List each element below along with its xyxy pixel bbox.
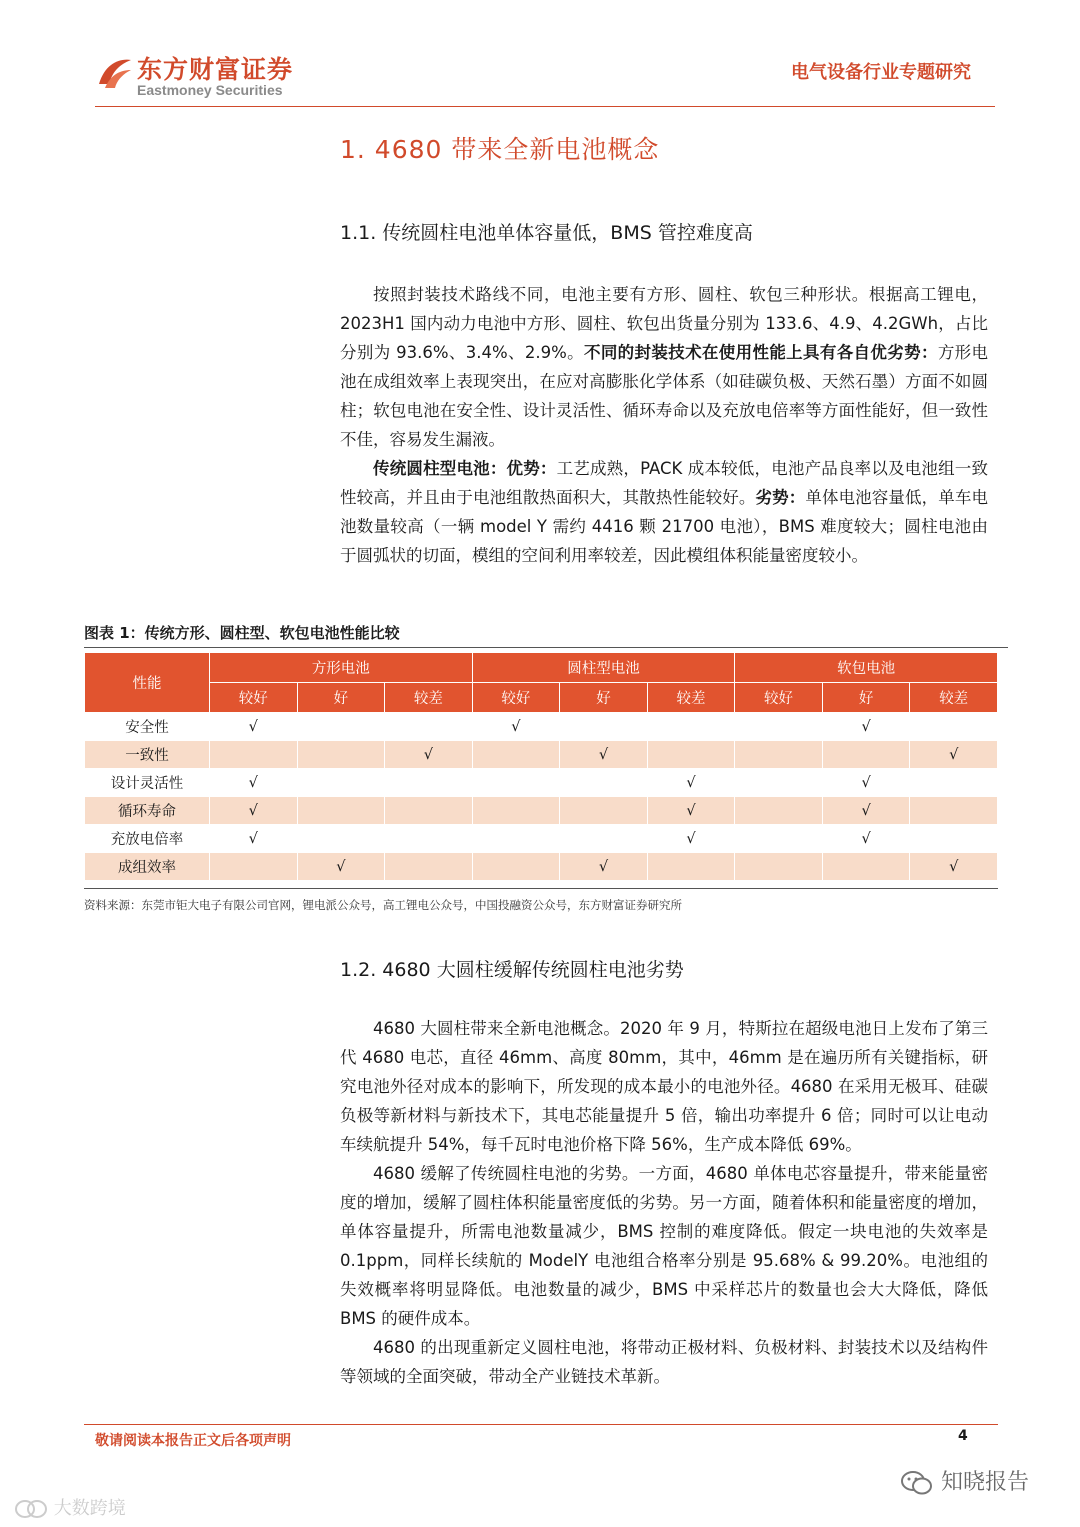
table-cell: √ — [210, 797, 298, 825]
table-row — [85, 797, 998, 825]
footer-divider — [84, 1424, 998, 1425]
table-cell: √ — [210, 769, 298, 797]
table-cell — [210, 741, 298, 769]
watermark-right — [900, 1465, 1029, 1497]
header-divider — [95, 106, 995, 107]
report-type: 电气设备行业专题研究 — [791, 62, 971, 83]
table-cell: √ — [385, 741, 473, 769]
text-run: 按照封装技术路线不同，电池主要有方形、圆柱、软包三种形状。根据高工锂电，2023H1 国内动力电池中方形、圆柱、软包出货量分别为 133.6、4.9、4.2GWh，占比分别为 93.6%、3.4%、2.9%。 — [340, 285, 988, 362]
table-cell — [822, 853, 910, 881]
logo-english-name: Eastmoney Securities — [137, 82, 283, 98]
table-cell: √ — [822, 769, 910, 797]
table-cell — [297, 825, 385, 853]
table-cell — [385, 797, 473, 825]
table-subheader: 较好 — [472, 683, 560, 713]
table-cell — [910, 769, 998, 797]
table-row — [85, 769, 998, 797]
page-header — [95, 48, 995, 108]
bold-text-run: 劣势： — [755, 488, 806, 507]
table-row-label: 循环寿命 — [85, 797, 210, 825]
table-row-label: 一致性 — [85, 741, 210, 769]
table-cell — [472, 769, 560, 797]
table-row-label: 安全性 — [85, 713, 210, 741]
table-cell — [560, 769, 648, 797]
table-cell: √ — [560, 741, 648, 769]
table-cell — [297, 797, 385, 825]
table-cell — [910, 797, 998, 825]
text-run: 单体电池容量低，单车电池数量较高（一辆 model Y 需约 4416 颗 21700 电池），BMS 难度较大；圆柱电池由于圆弧状的切面，模组的空间利用率较差，因此模组体积能量密度较小。 — [340, 488, 989, 565]
table-cell — [735, 825, 823, 853]
table-row — [85, 825, 998, 853]
table-cell — [910, 713, 998, 741]
table-header-group: 圆柱型电池 — [472, 653, 735, 683]
figure-source: 资料来源：东莞市钜大电子有限公司官网，锂电派公众号，高工锂电公众号，中国投融资公众号，东方财富证券研究所 — [84, 898, 682, 912]
table-row — [85, 741, 998, 769]
table-body — [85, 713, 998, 881]
table-cell: √ — [210, 713, 298, 741]
table-cell — [735, 853, 823, 881]
table-subheader: 好 — [560, 683, 648, 713]
table-subheader: 好 — [822, 683, 910, 713]
table-cell — [735, 713, 823, 741]
table-cell: √ — [910, 741, 998, 769]
table-cell — [647, 853, 735, 881]
table-cell: √ — [822, 825, 910, 853]
table-cell: √ — [647, 769, 735, 797]
figure-caption: 图表 1：传统方形、圆柱型、软包电池性能比较 — [84, 624, 400, 642]
watermark-left — [14, 1494, 126, 1520]
battery-performance-table — [84, 652, 998, 881]
watermark-right-text: 知晓报告 — [941, 1470, 1030, 1495]
table-subheader: 好 — [297, 683, 385, 713]
wechat-icon — [900, 1469, 934, 1497]
table-cell: √ — [647, 797, 735, 825]
table-row — [85, 713, 998, 741]
table-cell — [385, 769, 473, 797]
table-cell: √ — [822, 713, 910, 741]
table-row-label: 充放电倍率 — [85, 825, 210, 853]
figure-bottom-rule — [84, 888, 998, 889]
paragraph: 4680 缓解了传统圆柱电池的劣势。一方面，4680 单体电芯容量提升，带来能量密度的增加，缓解了圆柱体积能量密度低的劣势。另一方面，随着体积和能量密度的增加，单体容量提升，所需电池数量减少，BMS 控制的难度降低。假定一块电池的失效率是 0.1ppm，同样长续航的 ModelY 电池组合格率分别是 95.68% & 99.20%。电池组的失效概率将明显降低。电池数量的减少，BMS 中采样芯片的数量也会大大降低，降低 BMS 的硬件成本。 — [340, 1164, 988, 1328]
figure-top-rule — [84, 647, 1008, 648]
text-run: 方形电池在成组效率上表现突出，在应对高膨胀化学体系（如硅碳负极、天然石墨）方面不如圆柱；软包电池在安全性、设计灵活性、循环寿命以及充放电倍率等方面性能好，但一致性不佳，容易发生漏液。 — [340, 343, 989, 449]
table-subheader: 较差 — [910, 683, 998, 713]
table-row — [85, 853, 998, 881]
table-cell — [735, 797, 823, 825]
section-1-1-title: 1.1. 传统圆柱电池单体容量低，BMS 管控难度高 — [340, 222, 753, 244]
table-subheader: 较差 — [385, 683, 473, 713]
section-1-2-title: 1.2. 4680 大圆柱缓解传统圆柱电池劣势 — [340, 959, 684, 981]
table-cell — [385, 713, 473, 741]
table-cell — [647, 713, 735, 741]
paragraph — [340, 454, 988, 570]
footer-disclaimer: 敬请阅读本报告正文后各项声明 — [95, 1433, 291, 1449]
section-1-title: 1. 4680 带来全新电池概念 — [340, 135, 660, 164]
paragraph: 4680 的出现重新定义圆柱电池，将带动正极材料、负极材料、封装技术以及结构件等领域的全面突破，带动全产业链技术革新。 — [340, 1338, 988, 1386]
logo-chinese-name: 东方财富证券 — [137, 55, 294, 84]
logo-mark-icon — [95, 54, 135, 94]
table-header-group: 软包电池 — [735, 653, 998, 683]
table-subheader: 较好 — [735, 683, 823, 713]
table-cell — [647, 741, 735, 769]
table-cell: √ — [910, 853, 998, 881]
table-cell — [472, 797, 560, 825]
table-cell — [297, 741, 385, 769]
table-cell — [297, 769, 385, 797]
table-header-group: 方形电池 — [210, 653, 473, 683]
table-row-label: 成组效率 — [85, 853, 210, 881]
table-subheader-row — [85, 683, 998, 713]
watermark-left-text: 大数跨境 — [53, 1498, 126, 1519]
table-cell: √ — [560, 853, 648, 881]
company-logo — [95, 48, 335, 103]
table-cell — [472, 741, 560, 769]
table-cell: √ — [472, 713, 560, 741]
table-cell — [560, 713, 648, 741]
table-cell — [472, 853, 560, 881]
table-cell: √ — [297, 853, 385, 881]
table-cell — [735, 769, 823, 797]
text-run: 工艺成熟，PACK 成本较低，电池产品良率以及电池组一致性较高，并且由于电池组散热面积大，其散热性能较好。 — [340, 459, 988, 507]
paragraph — [340, 280, 988, 454]
table-cell — [385, 825, 473, 853]
table-subheader: 较好 — [210, 683, 298, 713]
paragraph: 4680 大圆柱带来全新电池概念。2020 年 9 月，特斯拉在超级电池日上发布了第三代 4680 电芯，直径 46mm、高度 80mm，其中，46mm 是在遍历所有关键指标，研究电池外径对成本的影响下，所发现的成本最小的电池外径。4680 在采用无极耳、硅碳负极等新材料与新技术下，其电芯能量提升 5 倍，输出功率提升 6 倍；同时可以让电动车续航提升 54%，每千瓦时电池价格下降 56%，生产成本降低 69%。 — [340, 1019, 988, 1154]
table-cell — [297, 713, 385, 741]
table-header-performance: 性能 — [85, 653, 210, 713]
table-cell — [910, 825, 998, 853]
section-1-1-body — [340, 280, 988, 570]
section-1-2-body — [340, 1014, 988, 1391]
table-cell — [472, 825, 560, 853]
table-cell — [385, 853, 473, 881]
table-cell — [560, 825, 648, 853]
table-cell: √ — [647, 825, 735, 853]
table-cell — [560, 797, 648, 825]
bold-text-run: 不同的封装技术在使用性能上具有各自优劣势： — [583, 343, 938, 362]
table-cell — [735, 741, 823, 769]
table-cell — [210, 853, 298, 881]
page-number: 4 — [958, 1428, 968, 1444]
watermark-left-icon — [14, 1498, 48, 1520]
table-cell: √ — [210, 825, 298, 853]
table-subheader: 较差 — [647, 683, 735, 713]
bold-text-run: 传统圆柱型电池：优势： — [373, 459, 557, 478]
table-row-label: 设计灵活性 — [85, 769, 210, 797]
table-cell: √ — [822, 797, 910, 825]
table-cell — [822, 741, 910, 769]
